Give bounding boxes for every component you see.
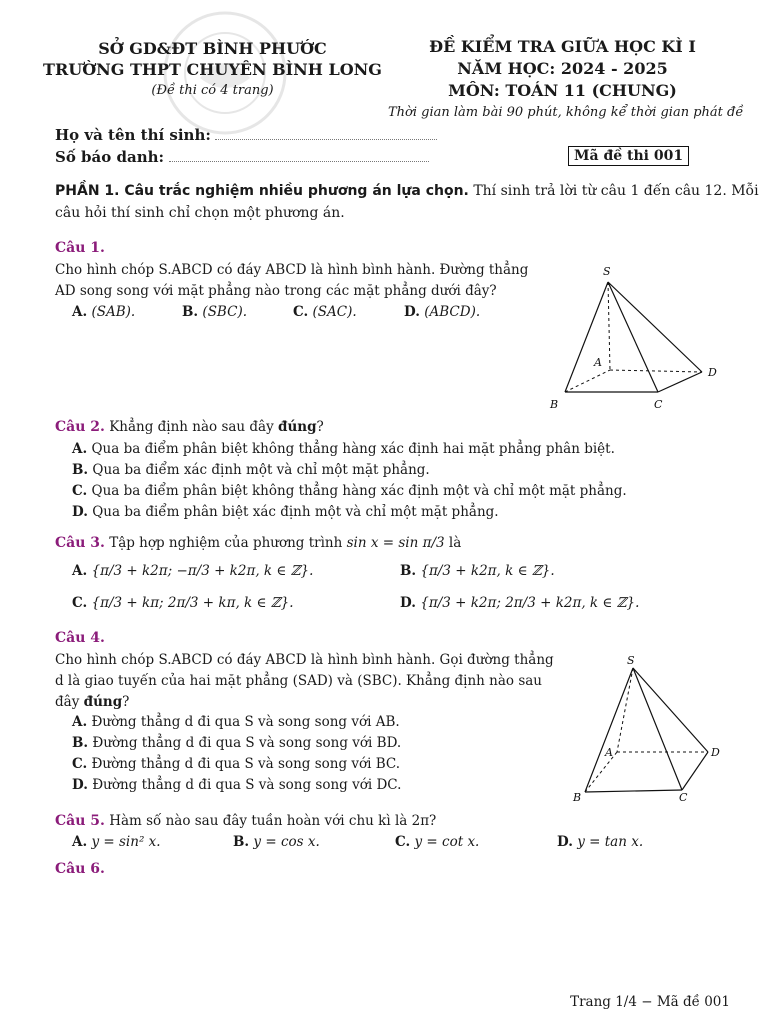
part1-title: PHẦN 1. Câu trắc nghiệm nhiều phương án lựa chọn. [55,183,469,199]
q4-line1: Cho hình chóp S.ABCD có đáy ABCD là hình bình hành. Gọi đường thẳng [55,652,554,668]
student-id-label: Số báo danh: [55,148,165,166]
q1-option-a[interactable]: A. (SAB). [72,304,136,320]
school-name: TRƯỜNG THPT CHUYÊN BÌNH LONG [43,60,382,79]
q4-label-d: D [711,746,720,759]
q4-line3: đây đúng? [55,694,130,710]
q4-option-b[interactable]: B. Đường thẳng d đi qua S và song song với BD. [72,735,402,751]
q3-option-b[interactable]: B. {π/3 + k2π, k ∈ ℤ}. [400,563,555,579]
q1-label-s: S [603,265,611,278]
part1-header [55,183,759,199]
q2-option-d[interactable]: D. Qua ba điểm phân biệt xác định một và chỉ một mặt phẳng. [72,504,499,520]
q1-label-c: C [654,398,663,411]
q5-label: Câu 5. [55,813,105,829]
name-dotted-line [215,138,437,140]
q3-option-a[interactable]: A. {π/3 + k2π; −π/3 + k2π, k ∈ ℤ}. [72,563,314,579]
q1-label-b: B [550,398,559,411]
q2-option-a[interactable]: A. Qua ba điểm phân biệt không thẳng hàng xác định hai mặt phẳng phân biệt. [72,441,615,457]
id-dotted-line [169,160,429,162]
q4-pyramid-figure [565,652,745,807]
q2-label: Câu 2. [55,419,105,435]
q2-option-c[interactable]: C. Qua ba điểm phân biệt không thẳng hàng xác định một và chỉ một mặt phẳng. [72,483,627,499]
q1-line1: Cho hình chóp S.ABCD có đáy ABCD là hình bình hành. Đường thẳng [55,262,529,278]
student-name-label: Họ và tên thí sinh: [55,126,211,144]
subject: MÔN: TOÁN 11 (CHUNG) [448,81,677,100]
page-footer: Trang 1/4 − Mã đề 001 [570,994,730,1010]
q3-stem: Câu 3. Tập hợp nghiệm của phương trình sin x = sin π/3 là [55,535,462,551]
q1-pyramid-figure [540,262,740,412]
student-id-row [55,148,429,166]
dept-name: SỞ GD&ĐT BÌNH PHƯỚC [98,39,327,58]
q4-option-c[interactable]: C. Đường thẳng d đi qua S và song song với BC. [72,756,401,772]
school-year: NĂM HỌC: 2024 - 2025 [457,59,668,78]
q1-option-b[interactable]: B. (SBC). [182,304,247,320]
q4-option-a[interactable]: A. Đường thẳng d đi qua S và song song với AB. [72,714,400,730]
q5-option-b[interactable]: B. y = cos x. [233,834,320,850]
exam-code-box: Mã đề thi 001 [568,146,689,166]
exam-title: ĐỀ KIỂM TRA GIỮA HỌC KÌ I [429,37,696,56]
q4-label-a: A [605,746,613,759]
q5-option-d[interactable]: D. y = tan x. [557,834,644,850]
q3-equation: sin x = sin π/3 [346,535,445,551]
q1-label-a: A [594,356,602,369]
student-name-row [55,126,437,144]
q1-option-c[interactable]: C. (SAC). [293,304,357,320]
q4-label-b: B [573,791,582,804]
part1-desc1: Thí sinh trả lời từ câu 1 đến câu 12. Mỗi [473,183,759,199]
page-count-note: (Đề thi có 4 trang) [151,83,274,98]
q4-label: Câu 4. [55,630,105,646]
q1-label: Câu 1. [55,240,105,256]
q3-option-c[interactable]: C. {π/3 + kπ; 2π/3 + kπ, k ∈ ℤ}. [72,595,294,611]
q5-option-c[interactable]: C. y = cot x. [395,834,480,850]
q4-label-c: C [679,791,688,804]
q3-option-d[interactable]: D. {π/3 + k2π; 2π/3 + k2π, k ∈ ℤ}. [400,595,640,611]
q1-line2: AD song song với mặt phẳng nào trong các mặt phẳng dưới đây? [55,283,497,299]
q2-option-b[interactable]: B. Qua ba điểm xác định một và chỉ một mặt phẳng. [72,462,430,478]
q4-option-d[interactable]: D. Đường thẳng d đi qua S và song song với DC. [72,777,402,793]
q4-line2: d là giao tuyến của hai mặt phẳng (SAD) và (SBC). Khẳng định nào sau [55,673,542,689]
q2-stem: Câu 2. Khẳng định nào sau đây đúng? [55,419,324,435]
q5-option-a[interactable]: A. y = sin² x. [72,834,161,850]
q6-label: Câu 6. [55,861,105,877]
q3-label: Câu 3. [55,535,105,551]
q4-label-s: S [627,654,635,667]
q1-label-d: D [708,366,717,379]
part1-desc2: câu hỏi thí sinh chỉ chọn một phương án. [55,205,345,221]
time-note: Thời gian làm bài 90 phút, không kể thời gian phát đề [388,105,744,120]
q5-stem: Câu 5. Hàm số nào sau đây tuần hoàn với chu kì là 2π? [55,813,437,829]
q1-option-d[interactable]: D. (ABCD). [404,304,481,320]
